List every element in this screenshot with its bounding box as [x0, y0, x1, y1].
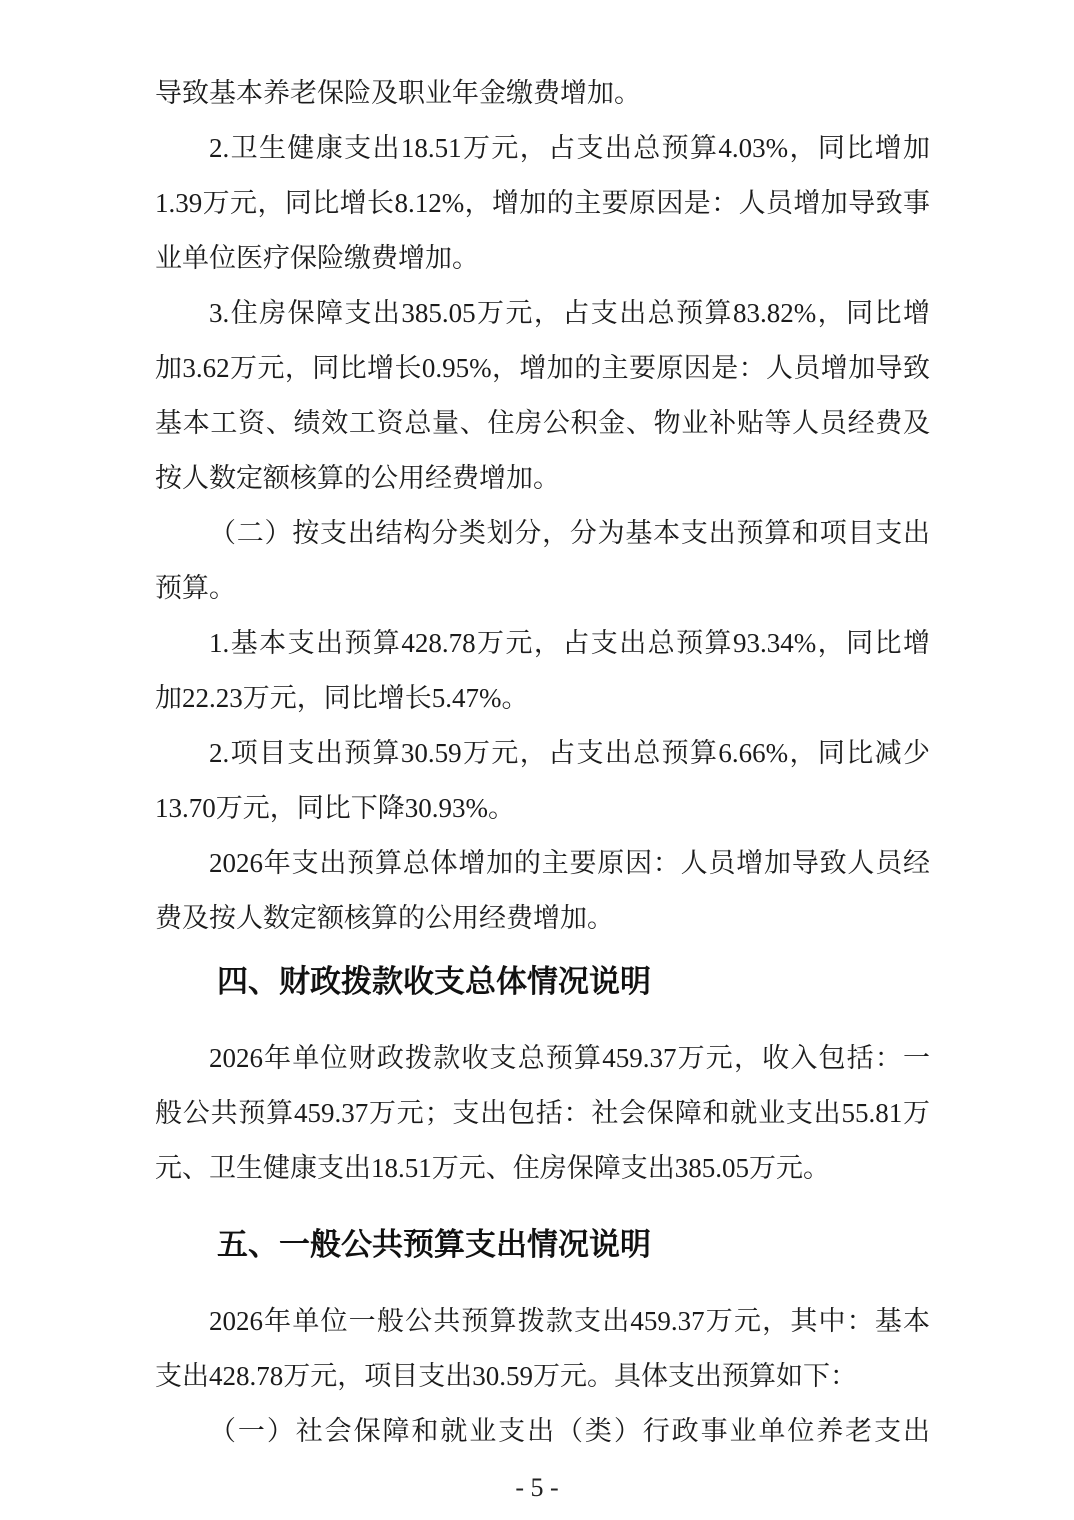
text-line: 2.项目支出预算30.59万元，占支出总预算6.66%，同比减少	[209, 738, 930, 768]
section-heading: 五、一般公共预算支出情况说明	[217, 1227, 651, 1262]
text-line: 加22.23万元，同比增长5.47%。	[155, 683, 529, 713]
text-line: 2026年单位财政拨款收支总预算459.37万元，收入包括：一	[209, 1043, 930, 1073]
text-line: 2026年支出预算总体增加的主要原因：人员增加导致人员经	[209, 848, 930, 878]
text-line: 业单位医疗保险缴费增加。	[155, 243, 479, 273]
text-line: 按人数定额核算的公用经费增加。	[155, 463, 560, 493]
text-line: 2026年单位一般公共预算拨款支出459.37万元，其中：基本	[209, 1306, 930, 1336]
text-line: （二）按支出结构分类划分，分为基本支出预算和项目支出	[209, 518, 930, 548]
text-line: 3.住房保障支出385.05万元，占支出总预算83.82%，同比增	[209, 298, 930, 328]
page-number: - 5 -	[515, 1473, 559, 1502]
text-line: 导致基本养老保险及职业年金缴费增加。	[155, 78, 641, 108]
text-line: 加3.62万元，同比增长0.95%，增加的主要原因是：人员增加导致	[155, 353, 930, 383]
text-line: 基本工资、绩效工资总量、住房公积金、物业补贴等人员经费及	[155, 408, 930, 438]
text-line: 13.70万元，同比下降30.93%。	[155, 793, 515, 823]
text-line: 预算。	[155, 573, 236, 603]
text-line: 1.基本支出预算428.78万元，占支出总预算93.34%，同比增	[209, 628, 930, 658]
section-heading: 四、财政拨款收支总体情况说明	[217, 964, 651, 999]
text-line: （一）社会保障和就业支出（类）行政事业单位养老支出	[209, 1416, 930, 1446]
text-line: 般公共预算459.37万元；支出包括：社会保障和就业支出55.81万	[155, 1098, 930, 1128]
text-line: 元、卫生健康支出18.51万元、住房保障支出385.05万元。	[155, 1153, 830, 1183]
text-line: 费及按人数定额核算的公用经费增加。	[155, 903, 614, 933]
text-line: 2.卫生健康支出18.51万元，占支出总预算4.03%，同比增加	[209, 133, 930, 163]
text-line: 1.39万元，同比增长8.12%，增加的主要原因是：人员增加导致事	[155, 188, 930, 218]
text-line: 支出428.78万元，项目支出30.59万元。具体支出预算如下：	[155, 1361, 857, 1391]
